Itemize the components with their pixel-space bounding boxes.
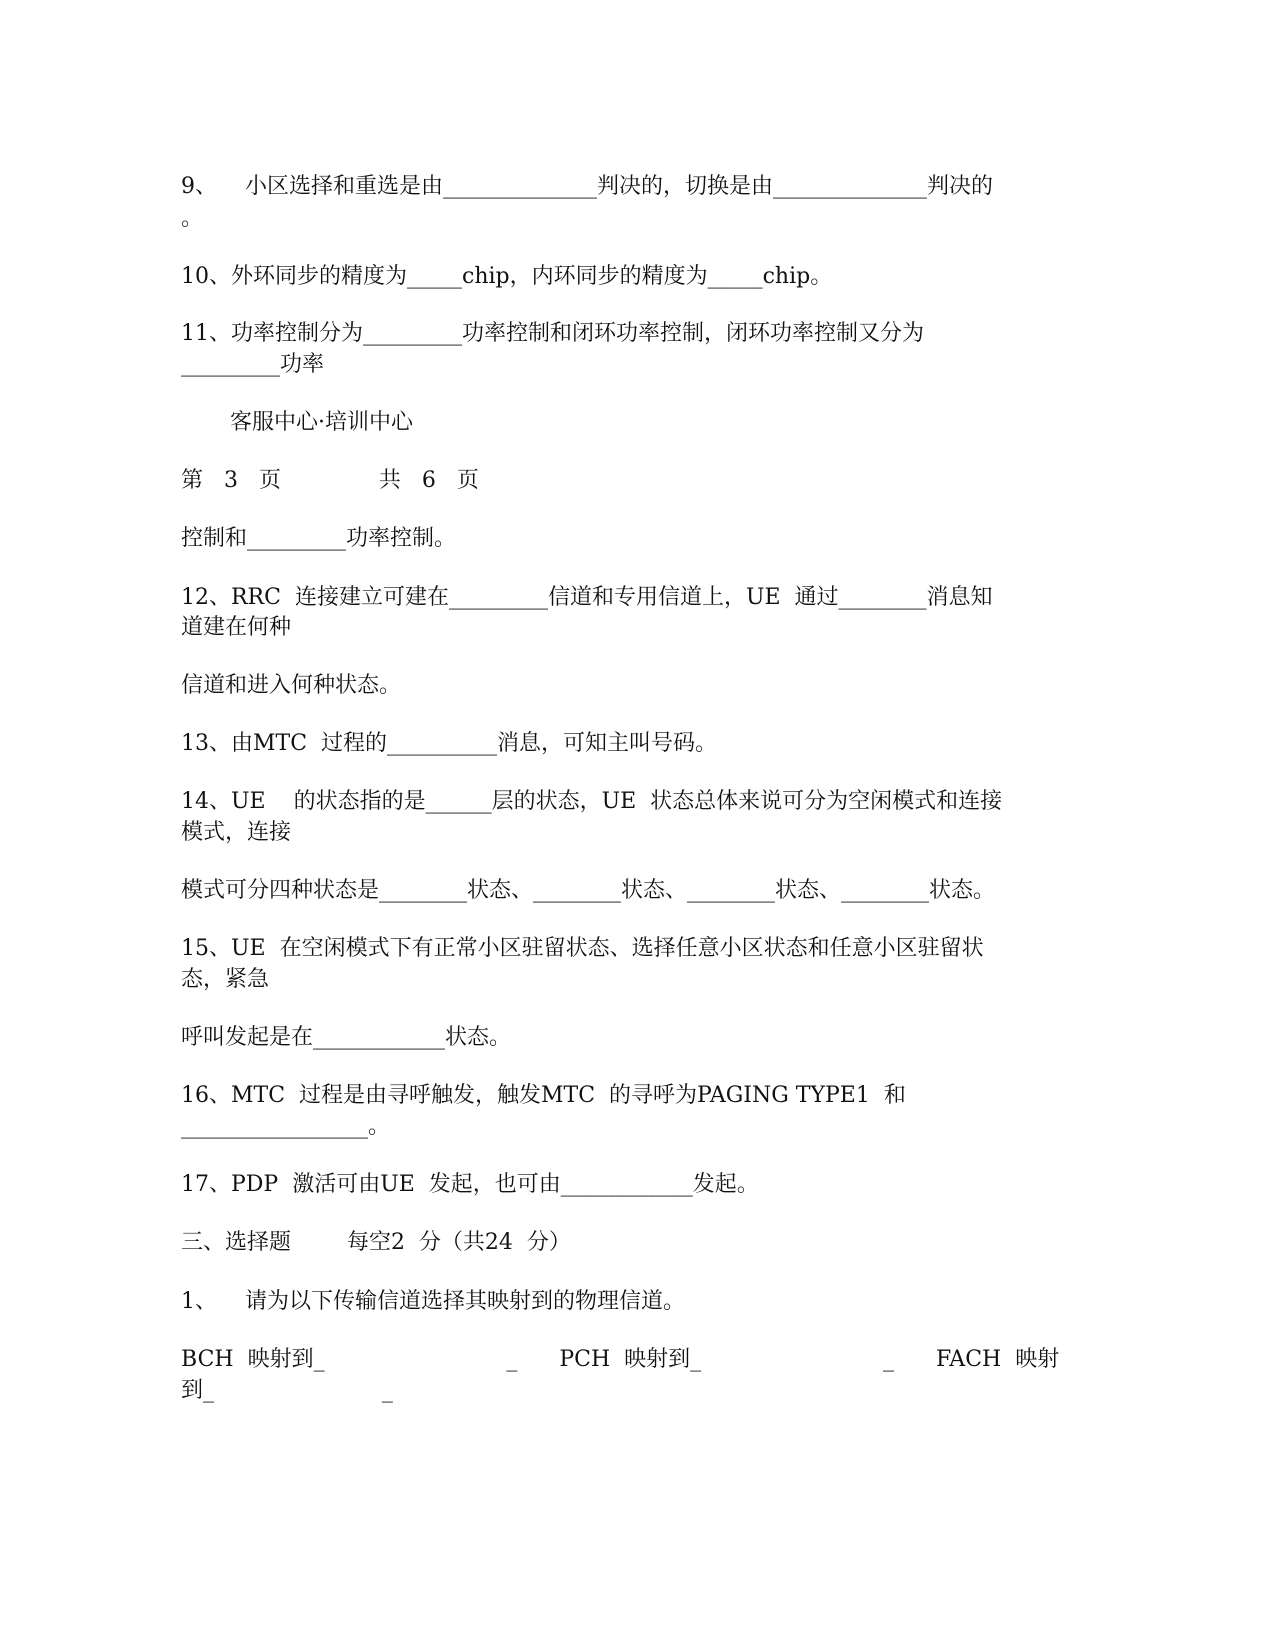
- question-11-line-1: 11、功率控制分为_________功率控制和闭环功率控制，闭环功率控制又分为: [181, 321, 924, 346]
- question-14-line-1: 14、UE 的状态指的是______层的状态，UE 状态总体来说可分为空闲模式和连接: [181, 789, 1003, 814]
- question-9-line-2: 。: [181, 206, 204, 231]
- question-15-line-1: 15、UE 在空闲模式下有正常小区驻留状态、选择任意小区状态和任意小区驻留状: [181, 936, 984, 961]
- question-13: 13、由MTC 过程的__________消息，可知主叫号码。: [181, 731, 718, 756]
- question-15-line-2: 态，紧急: [181, 967, 270, 992]
- question-16-line-2: _________________。: [181, 1114, 391, 1139]
- question-9-line-1: 9、 小区选择和重选是由______________判决的，切换是由______________判决的: [181, 174, 993, 199]
- question-16-line-1: 16、MTC 过程是由寻呼触发，触发MTC 的寻呼为PAGING TYPE1 和: [181, 1083, 906, 1108]
- choice-question-1: 1、 请为以下传输信道选择其映射到的物理信道。: [181, 1289, 685, 1314]
- question-12-continued: 信道和进入何种状态。: [181, 673, 402, 698]
- choice-question-1-line-2: 到_ _: [181, 1378, 393, 1403]
- question-12-line-2: 道建在何种: [181, 615, 292, 640]
- question-12-line-1: 12、RRC 连接建立可建在_________信道和专用信道上，UE 通过________消息知: [181, 585, 993, 610]
- question-14-line-2: 模式，连接: [181, 820, 292, 845]
- question-11-line-2: _________功率: [181, 352, 325, 377]
- footer-organization: 客服中心·培训中心: [230, 410, 413, 435]
- question-14-continued: 模式可分四种状态是________状态、________状态、________状态、________状态。: [181, 878, 996, 903]
- page-number: 第 3 页 共 6 页: [181, 468, 479, 493]
- question-10: 10、外环同步的精度为_____chip，内环同步的精度为_____chip。: [181, 264, 833, 289]
- section-heading-choice: 三、选择题 每空2 分（共24 分）: [181, 1230, 571, 1255]
- question-15-continued: 呼叫发起是在____________状态。: [181, 1025, 512, 1050]
- question-11-continued: 控制和_________功率控制。: [181, 526, 457, 551]
- choice-question-1-line-1: BCH 映射到_ _ PCH 映射到_ _ FACH 映射: [181, 1347, 1060, 1372]
- question-17: 17、PDP 激活可由UE 发起，也可由____________发起。: [181, 1172, 759, 1197]
